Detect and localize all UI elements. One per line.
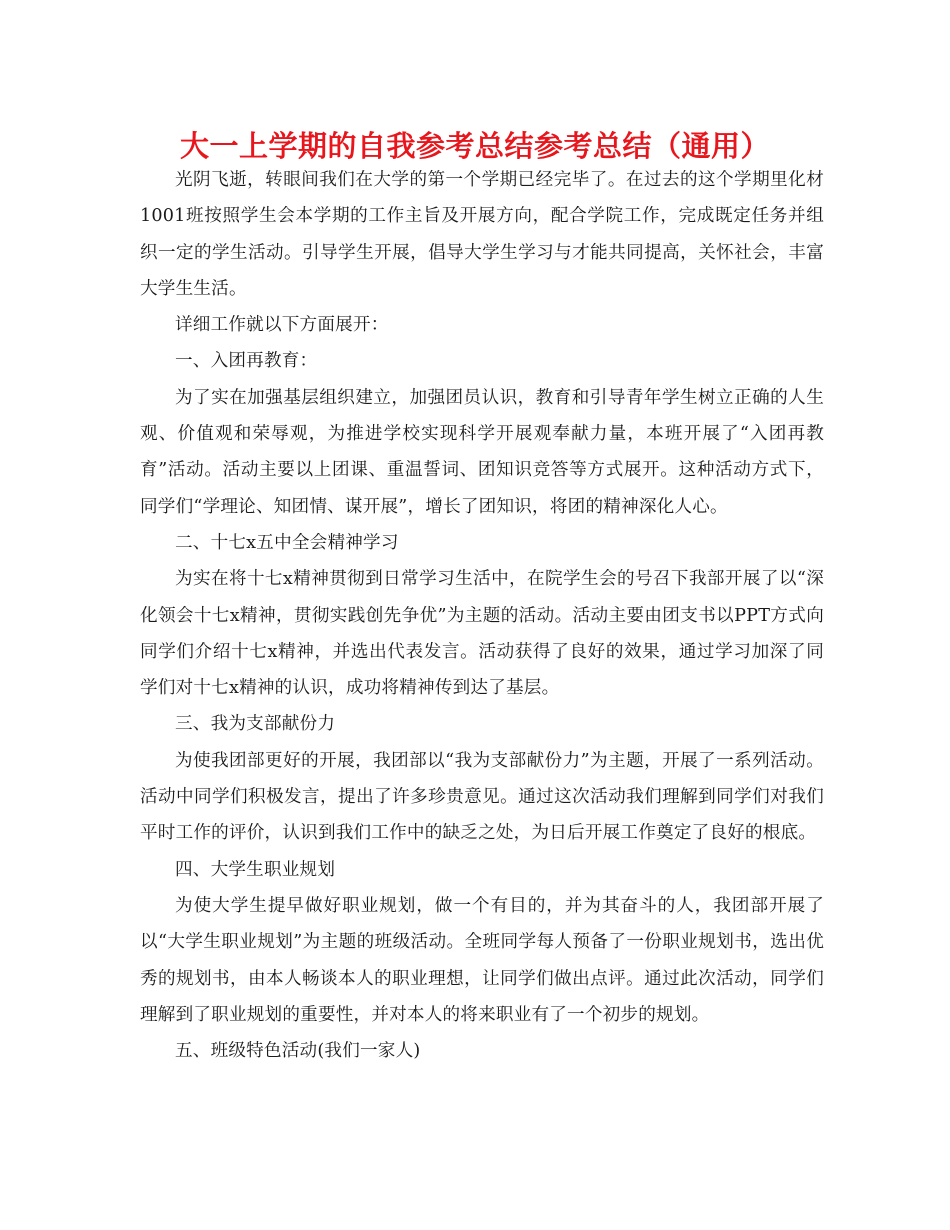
paragraph-section-2: 为实在将十七x精神贯彻到日常学习生活中，在院学生会的号召下我部开展了以“深化领会十七x精神，贯彻实践创先争优”为主题的活动。活动主要由团支书以PPT方式向同学们介绍十七x精神，并选出代表发言。活动获得了良好的效果，通过学习加深了同学们对十七x精神的认识，成功将精神传到达了基层。 [140, 569, 824, 699]
document-body [140, 162, 824, 1069]
section-heading-5: 五、班级特色活动(我们一家人) [175, 1041, 421, 1062]
paragraph-intro: 光阴飞逝，转眼间我们在大学的第一个学期已经完毕了。在过去的这个学期里化材1001班按照学生会本学期的工作主旨及开展方向，配合学院工作，完成既定任务并组织一定的学生活动。引导学生开展，倡导大学生学习与才能共同提高，关怀社会，丰富大学生生活。 [140, 170, 824, 299]
section-heading-3: 三、我为支部献份力 [175, 714, 336, 735]
paragraph-overview: 详细工作就以下方面展开： [175, 315, 389, 336]
paragraph-section-4: 为使大学生提早做好职业规划，做一个有目的，并为其奋斗的人，我团部开展了以“大学生职业规划”为主题的班级活动。全班同学每人预备了一份职业规划书，选出优秀的规划书，由本人畅谈本人的职业理想，让同学们做出点评。通过此次活动，同学们理解到了职业规划的重要性，并对本人的将来职业有了一个初步的规划。 [140, 895, 824, 1025]
section-heading-4: 四、大学生职业规划 [175, 859, 336, 880]
paragraph-section-3: 为使我团部更好的开展，我团部以“我为支部献份力”为主题，开展了一系列活动。活动中同学们积极发言，提出了许多珍贵意见。通过这次活动我们理解到同学们对我们平时工作的评价，认识到我们工作中的缺乏之处，为日后开展工作奠定了良好的根底。 [140, 750, 824, 844]
document-title: 大一上学期的自我参考总结参考总结（通用） [179, 129, 770, 163]
paragraph-section-1: 为了实在加强基层组织建立，加强团员认识，教育和引导青年学生树立正确的人生观、价值观和荣辱观，为推进学校实现科学开展观奉献力量，本班开展了“入团再教育”活动。活动主要以上团课、重温誓词、团知识竞答等方式展开。这种活动方式下，同学们“学理论、知团情、谋开展”，增长了团知识，将团的精神深化人心。 [140, 387, 824, 517]
section-heading-2: 二、十七x五中全会精神学习 [175, 532, 399, 553]
section-heading-1: 一、入团再教育： [175, 351, 318, 372]
